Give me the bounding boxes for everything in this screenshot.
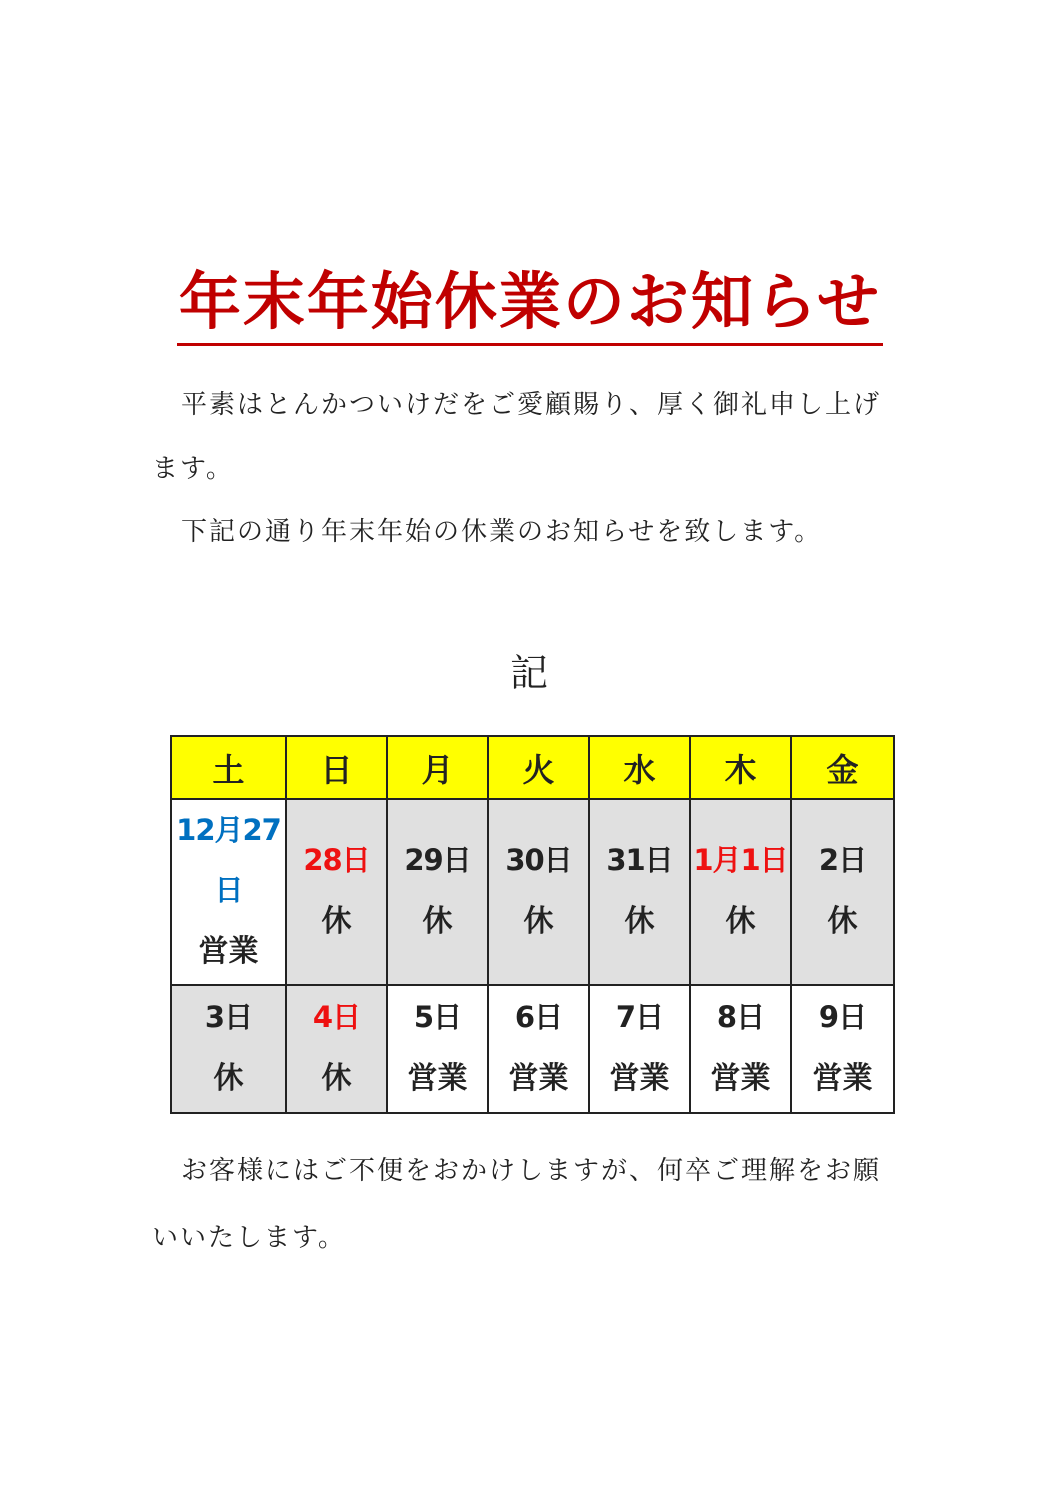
day-status: 営業 bbox=[710, 1061, 771, 1096]
day-date: 12月27日 bbox=[176, 813, 281, 907]
day-date: 6日 bbox=[514, 1000, 563, 1034]
holiday-calendar bbox=[170, 735, 895, 1114]
day-status: 休 bbox=[422, 904, 453, 939]
day-status: 休 bbox=[523, 904, 554, 939]
day-date: 31日 bbox=[606, 843, 673, 877]
weekday-header: 火 bbox=[488, 736, 589, 799]
calendar-day-cell bbox=[589, 985, 690, 1113]
day-date: 7日 bbox=[615, 1000, 664, 1034]
calendar-day-cell bbox=[488, 985, 589, 1113]
day-status: 営業 bbox=[508, 1061, 569, 1096]
ki-heading: 記 bbox=[509, 651, 548, 695]
day-status: 休 bbox=[213, 1061, 244, 1096]
calendar-day-cell bbox=[791, 799, 894, 985]
notice-line: 下記の通り年末年始の休業のお知らせを致します。 bbox=[181, 517, 823, 547]
calendar-day-cell bbox=[387, 799, 488, 985]
calendar-day-cell bbox=[171, 799, 286, 985]
weekday-header: 月 bbox=[387, 736, 488, 799]
weekday-header: 土 bbox=[171, 736, 286, 799]
closing-line-2: いいたします。 bbox=[152, 1223, 346, 1253]
page-title: 年末年始休業のお知らせ bbox=[178, 265, 882, 338]
calendar-day-cell bbox=[171, 985, 286, 1113]
day-status: 休 bbox=[624, 904, 655, 939]
calendar-day-cell bbox=[286, 799, 387, 985]
day-status: 営業 bbox=[198, 934, 259, 969]
day-date: 30日 bbox=[505, 843, 572, 877]
day-status: 営業 bbox=[407, 1061, 468, 1096]
day-status: 営業 bbox=[812, 1061, 873, 1096]
intro-line-2: ます。 bbox=[152, 454, 234, 484]
calendar-day-cell bbox=[791, 985, 894, 1113]
day-date: 29日 bbox=[404, 843, 471, 877]
day-date: 8日 bbox=[716, 1000, 765, 1034]
intro-line-1: 平素はとんかついけだをご愛顧賜り、厚く御礼申し上げ bbox=[181, 390, 882, 420]
day-date: 5日 bbox=[413, 1000, 462, 1034]
weekday-header: 金 bbox=[791, 736, 894, 799]
day-status: 休 bbox=[725, 904, 756, 939]
day-date: 9日 bbox=[818, 1000, 867, 1034]
calendar-week-row bbox=[171, 799, 894, 985]
day-status: 休 bbox=[321, 904, 352, 939]
calendar-day-cell bbox=[488, 799, 589, 985]
title-underline bbox=[177, 343, 883, 346]
calendar-day-cell bbox=[589, 799, 690, 985]
day-status: 休 bbox=[321, 1061, 352, 1096]
calendar-body bbox=[171, 799, 894, 1113]
calendar-day-cell bbox=[690, 799, 791, 985]
day-date: 2日 bbox=[818, 843, 867, 877]
closing-line-1: お客様にはご不便をおかけしますが、何卒ご理解をお願 bbox=[181, 1156, 882, 1186]
weekday-header: 水 bbox=[589, 736, 690, 799]
day-status: 休 bbox=[827, 904, 858, 939]
day-date: 1月1日 bbox=[693, 843, 788, 877]
calendar-week-row bbox=[171, 985, 894, 1113]
calendar-day-cell bbox=[286, 985, 387, 1113]
calendar-day-cell bbox=[690, 985, 791, 1113]
day-date: 28日 bbox=[303, 843, 370, 877]
weekday-header-row bbox=[171, 736, 894, 799]
day-date: 3日 bbox=[204, 1000, 253, 1034]
calendar-day-cell bbox=[387, 985, 488, 1113]
weekday-header: 日 bbox=[286, 736, 387, 799]
day-status: 営業 bbox=[609, 1061, 670, 1096]
day-date: 4日 bbox=[312, 1000, 361, 1034]
weekday-header: 木 bbox=[690, 736, 791, 799]
